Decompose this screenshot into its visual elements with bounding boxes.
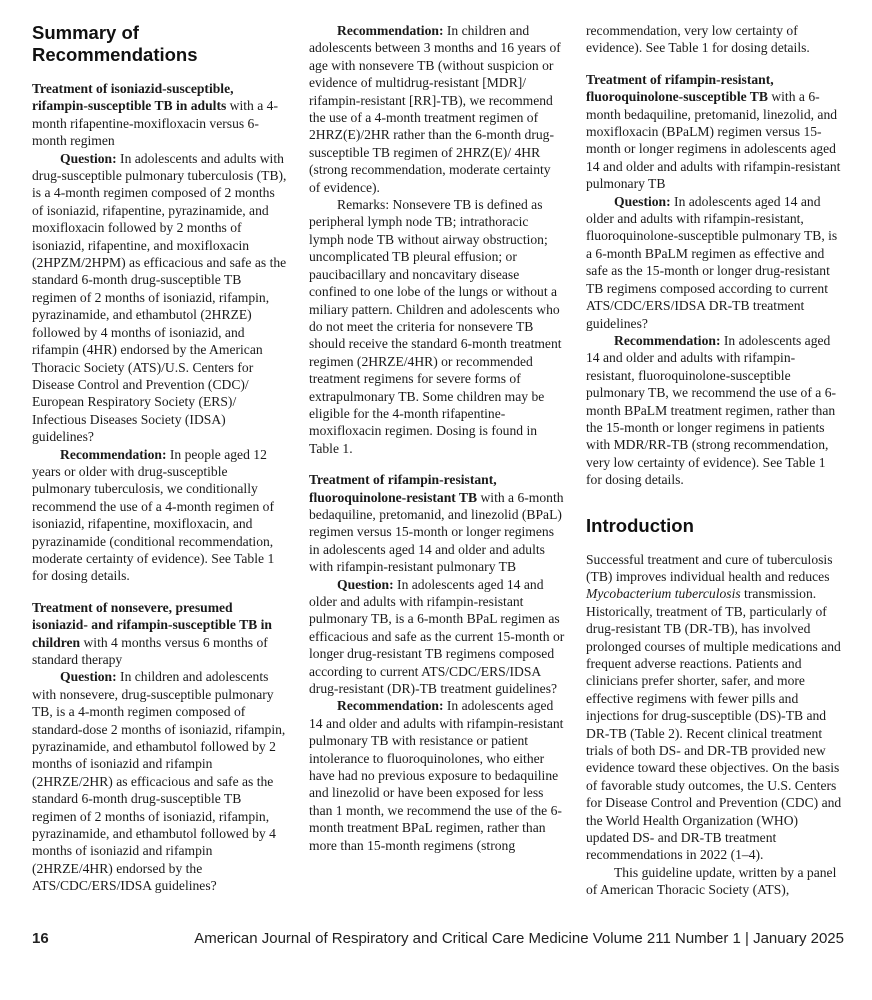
recommendation-paragraph: Recommendation: In people aged 12 years or older with drug-susceptible pulmonary tuberculosis, we conditionally recommend the use of a 4-month regimen of isoniazid, rifapentine, moxifloxacin, and pyrazinamide (conditional recommendation, moderate certainty of evidence). See Table 1 for dosing details. (32, 446, 275, 584)
subsection-title: Treatment of rifampin-resistant, fluoroquinolone-resistant TB with a 6-month bedaquiline, pretomanid, and linezolid (BPaL) regimen versus 15-month or longer regimens in adolescents aged 14 and older and adults with rifampin-resistant pulmonary TB (309, 472, 564, 575)
question-paragraph: Question: In adolescents and adults with drug-susceptible pulmonary tuberculosis (TB), is a 4-month regimen composed of 2 months of isoniazid, rifapentine, pyrazinamide, and moxifloxacin followed by 2 months of isoniazid, rifapentine, and moxifloxacin (2HPZM/2HPM) as efficacious and safe as the standard 6-month drug-susceptible TB regimen of 2 months of isoniazid, rifampin, pyrazinamide, and ethambutol (2HRZE) followed by 4 months of isoniazid, and rifampin (4HR) endorsed by the American Thoracic Society (ATS)/U.S. Centers for Disease Control and Prevention (CDC)/ European Respiratory Society (ERS)/ Infectious Diseases Society (IDSA) guidelines? (32, 150, 287, 445)
subsection-title: Treatment of isoniazid-susceptible, rifampin-susceptible TB in adults with a 4-month rifapentine-moxifloxacin versus 6-month regimen (32, 81, 278, 149)
intro-paragraph: This guideline update, written by a panel of American Thoracic Society (ATS), (586, 864, 837, 898)
summary-heading: Summary of Recommendations (32, 22, 198, 65)
recommendation-paragraph: Recommendation: In children and adolescents between 3 months and 16 years of age with nonsevere TB (without suspicion or evidence of multidrug-resistant [MDR]/ rifampin-resistant [RR]-TB), we recommend the use of a 4-month treatment regimen of 2HRZ(E)/2HR rather than the 6-month drug-susceptible TB regimen of 2HRZ(E)/ 4HR (strong recommendation, moderate certainty of evidence). (309, 23, 561, 195)
continued-paragraph: recommendation, very low certainty of evidence). See Table 1 for dosing details. (586, 23, 810, 56)
subsection-title: Treatment of nonsevere, presumed isoniazid- and rifampin-susceptible TB in children with 4 months versus 6 months of standard therapy (32, 599, 272, 667)
column-3 (586, 22, 842, 899)
column-1 (32, 22, 287, 895)
journal-citation: American Journal of Respiratory and Critical Care Medicine Volume 211 Number 1 | January 2025 (194, 930, 844, 947)
remarks-paragraph: Remarks: Nonsevere TB is defined as peripheral lymph node TB; intrathoracic lymph node TB without airway obstruction; uncomplicated TB pleural effusion; or paucibacillary and noncavitary disease confined to one lobe of the lungs or without a miliary pattern. Children and adolescents who do not meet the criteria for nonsevere TB should receive the standard 6-month treatment regimen (2HRZE/4HR) or recommended treatment regimens for severe forms of extrapulmonary TB. Some children may be eligible for the 4-month rifapentine-moxifloxacin regimen. Dosing is found in Table 1. (309, 197, 562, 456)
column-2 (309, 22, 565, 854)
introduction-heading: Introduction (586, 514, 694, 536)
intro-paragraph: Successful treatment and cure of tuberculosis (TB) improves individual health and reduces Mycobacterium tuberculosis transmission. Historically, treatment of TB, particularly of drug-resistant TB (DR-TB), has involved prolonged courses of multiple medications and frequent adverse reactions. Patients and clinicians prefer shorter, safer, and more effective regimens with fewer pills and injections for drug-susceptible (DS)-TB and DR-TB (Table 2). Recent clinical treatment trials of both DS- and DR-TB provided new evidence toward these objectives. On the basis of favorable study outcomes, the U.S. Centers for Disease Control and Prevention (CDC) and the World Health Organization (WHO) updated DS- and DR-TB treatment recommendations in 2022 (1–4). (586, 551, 842, 863)
recommendation-paragraph: Recommendation: In adolescents aged 14 and older and adults with rifampin-resistant pulmonary TB with resistance or patient intolerance to fluoroquinolones, who either have had no previous exposure to bedaquiline and linezolid or have been exposed for less than 1 month, we recommend the use of the 6-month treatment BPaL regimen, rather than more than 15-month regimens (strong (309, 698, 564, 853)
recommendation-paragraph: Recommendation: In adolescents aged 14 and older and adults with rifampin-resistant, fluoroquinolone-susceptible pulmonary TB, we recommend the use of a 6-month BPaLM treatment regimen, rather than the 15-month or longer regimens in patients with MDR/RR-TB (strong recommendation, very low certainty of evidence). See Table 1 for dosing details. (586, 332, 837, 488)
question-paragraph: Question: In children and adolescents with nonsevere, drug-susceptible pulmonary TB, is a 4-month regimen composed of standard-dose 2 months of isoniazid, rifampin, pyrazinamide, and ethambutol followed by 2 months of isoniazid and rifampin (2HRZE/2HR) as efficacious and safe as the standard 6-month drug-susceptible TB regimen of 2 months of isoniazid, rifampin, pyrazinamide, and ethambutol followed by 4 months of isoniazid and rifampin (2HRZE/4HR) endorsed by the ATS/CDC/ERS/IDSA guidelines? (32, 669, 286, 894)
page-number: 16 (32, 930, 49, 947)
question-paragraph: Question: In adolescents aged 14 and older and adults with rifampin-resistant, fluoroquinolone-susceptible pulmonary TB, is a 6-month BPaLM regimen as effective and safe as the 15-month or longer drug-resistant TB regimens composed according to current ATS/CDC/ERS/IDSA DR-TB treatment guidelines? (586, 193, 838, 331)
question-paragraph: Question: In adolescents aged 14 and older and adults with rifampin-resistant pulmonary TB, is a 6-month BPaL regimen as efficacious and safe as the current 15-month or longer drug-resistant TB regimens composed according to current ATS/CDC/ERS/IDSA drug-resistant (DR)-TB treatment guidelines? (309, 576, 565, 697)
subsection-title: Treatment of rifampin-resistant, fluoroquinolone-susceptible TB with a 6-month bedaquiline, pretomanid, linezolid, and moxifloxacin (BPaLM) regimen versus 15-month or longer regimens in adolescents aged 14 and older and adults with rifampin-resistant pulmonary TB (586, 71, 841, 192)
